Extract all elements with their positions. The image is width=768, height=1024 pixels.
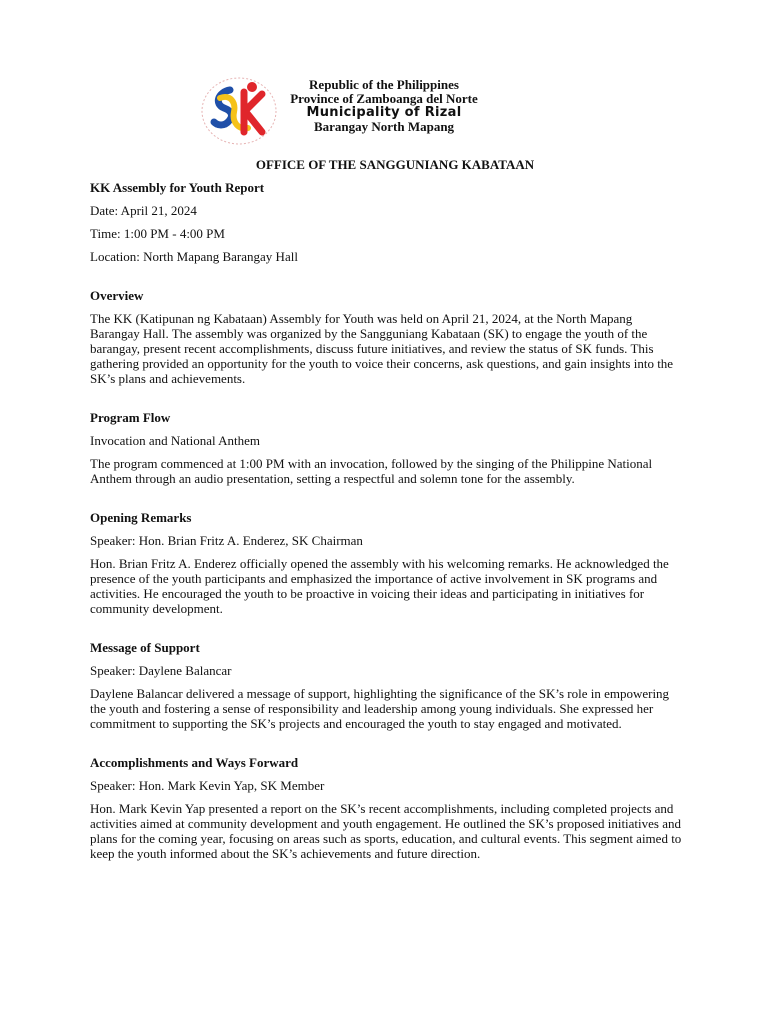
- program-flow-text: The program commenced at 1:00 PM with an invocation, followed by the singing of the Philippine National Anthem through an audio presentation, setting a respectful and solemn tone for the assembly.: [90, 456, 653, 486]
- message-of-support-speaker: Speaker: Daylene Balancar: [90, 663, 232, 678]
- sk-logo: [200, 76, 278, 146]
- letterhead: [200, 76, 580, 146]
- accomplishments-heading: Accomplishments and Ways Forward: [90, 755, 299, 770]
- overview-heading: Overview: [90, 288, 144, 303]
- letterhead-text: [284, 78, 484, 134]
- report-body: [90, 180, 682, 861]
- program-flow-subheading: Invocation and National Anthem: [90, 433, 261, 448]
- overview-text: The KK (Katipunan ng Kabataan) Assembly for Youth was held on April 21, 2024, at the North Mapang Barangay Hall. The assembly was organized by the Sangguniang Kabataan (SK) to engage the youth of the barangay, present recent accomplishments, discuss future initiatives, and review the status of SK funds. This gathering provided an opportunity for the youth to voice their concerns, ask questions, and gain insights into the SK’s plans and achievements.: [90, 311, 674, 386]
- accomplishments-speaker: Speaker: Hon. Mark Kevin Yap, SK Member: [90, 778, 325, 793]
- report-time: Time: 1:00 PM - 4:00 PM: [90, 226, 225, 241]
- opening-remarks-speaker: Speaker: Hon. Brian Fritz A. Enderez, SK Chairman: [90, 533, 363, 548]
- program-flow-heading: Program Flow: [90, 410, 171, 425]
- accomplishments-text: Hon. Mark Kevin Yap presented a report on the SK’s recent accomplishments, including completed projects and activities aimed at community development and youth engagement. He outlined the SK’s proposed initiatives and plans for the coming year, focusing on areas such as sports, education, and cultural events. This segment aimed to keep the youth informed about the SK’s achievements and future direction.: [90, 801, 682, 861]
- office-title: OFFICE OF THE SANGGUNIANG KABATAAN: [255, 157, 535, 172]
- report-title: KK Assembly for Youth Report: [90, 180, 265, 195]
- letterhead-line-barangay: Barangay North Mapang: [313, 119, 455, 134]
- report-location: Location: North Mapang Barangay Hall: [90, 249, 298, 264]
- report-date: Date: April 21, 2024: [90, 203, 197, 218]
- message-of-support-heading: Message of Support: [90, 640, 200, 655]
- letterhead-line-republic: Republic of the Philippines: [309, 77, 459, 92]
- message-of-support-text: Daylene Balancar delivered a message of support, highlighting the significance of the SK’s role in empowering the youth and fostering a sense of responsibility and leadership among young individuals. She expressed her commitment to supporting the SK’s projects and encouraged the youth to stay engaged and motivated.: [90, 686, 670, 731]
- opening-remarks-heading: Opening Remarks: [90, 510, 192, 525]
- opening-remarks-text: Hon. Brian Fritz A. Enderez officially opened the assembly with his welcoming remarks. He acknowledged the presence of the youth participants and emphasized the importance of active involvement in SK programs and activities. He encouraged the youth to be proactive in voicing their ideas and participating in initiatives for community development.: [90, 556, 669, 616]
- letterhead-line-municipality: Municipality of Rizal: [306, 105, 462, 120]
- letterhead-line-province: Province of Zamboanga del Norte: [290, 91, 478, 106]
